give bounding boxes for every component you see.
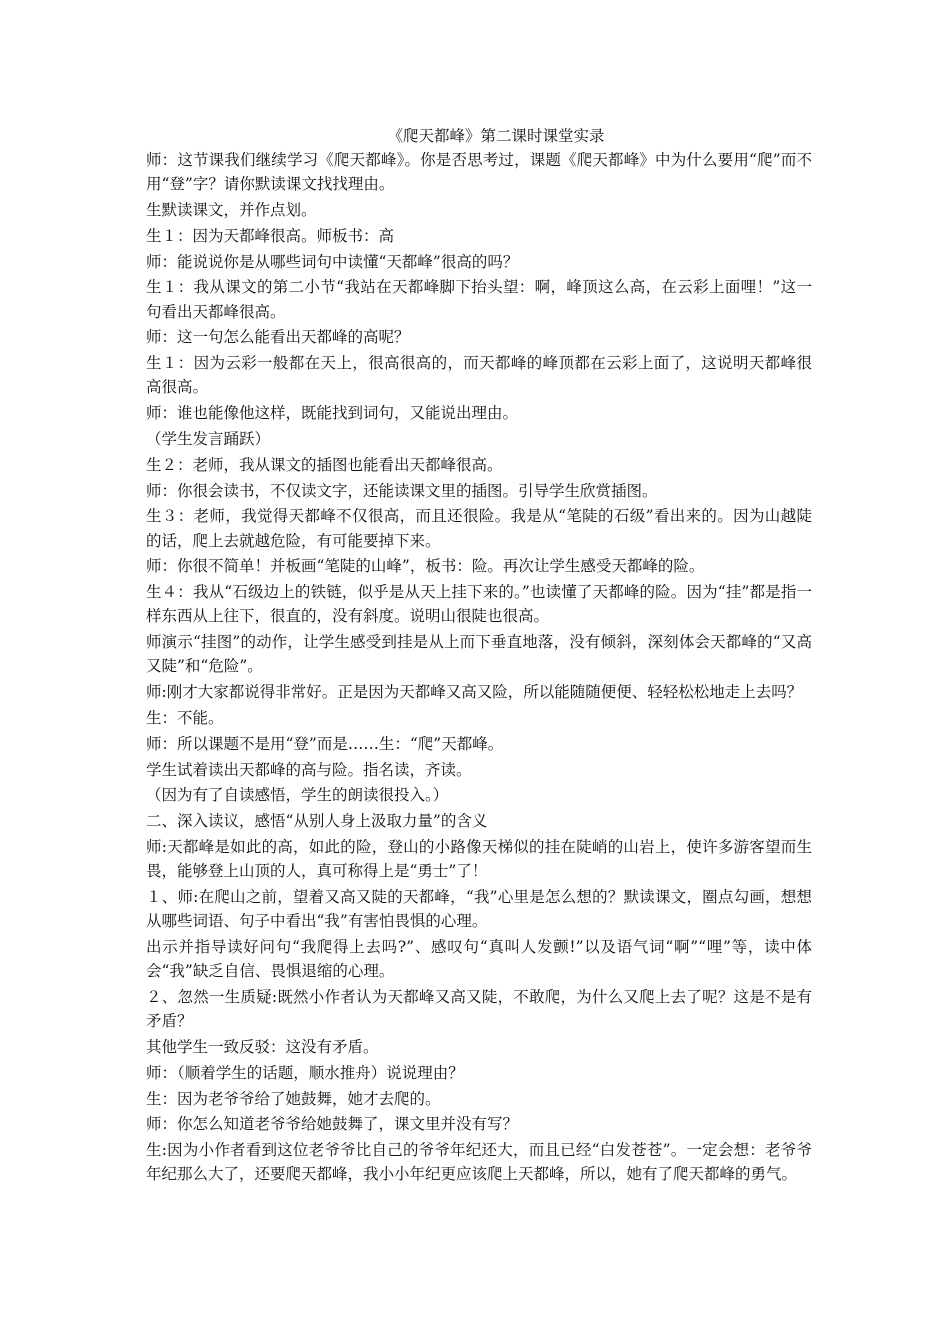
paragraph: 学生试着读出天都峰的高与险。指名读，齐读。 bbox=[146, 760, 472, 779]
paragraph: 师：能说说你是从哪些词句中读懂“天都峰”很高的吗？ bbox=[146, 252, 519, 271]
paragraph: 师：你很会读书，不仅读文字，还能读课文里的插图。引导学生欣赏插图。 bbox=[146, 481, 658, 500]
document-title: 《爬天都峰》第二课时课堂实录 bbox=[387, 127, 605, 145]
paragraph: 其他学生一致反驳：这没有矛盾。 bbox=[146, 1037, 379, 1056]
paragraph: 生默读课文，并作点划。 bbox=[146, 201, 317, 219]
paragraph: 生：不能。 bbox=[146, 708, 224, 727]
paragraph: （因为有了自读感悟，学生的朗读很投入。） bbox=[146, 786, 449, 805]
paragraph: 师：这一句怎么能看出天都峰的高呢？ bbox=[146, 328, 410, 347]
paragraph: 生：因为老爷爷给了她鼓舞，她才去爬的。 bbox=[146, 1089, 441, 1108]
document-page bbox=[146, 124, 812, 1188]
section-heading: 二、深入读议，感悟“从别人身上汲取力量”的含义 bbox=[146, 812, 488, 831]
paragraph: 生２：老师，我从课文的插图也能看出天都峰很高。 bbox=[146, 455, 503, 474]
paragraph: 师:天都峰是如此的高，如此的险，登山的小路像天梯似的挂在陡峭的山岩上，使许多游客望而生畏，能够登上山顶的人，真可称得上是“勇士”了！ bbox=[146, 837, 812, 881]
paragraph: 生３：老师，我觉得天都峰不仅很高，而且还很险。我是从“笔陡的石级”看出来的。因为山越陡的话，爬上去就越危险，有可能要掉下来。 bbox=[146, 507, 812, 550]
paragraph: 生１：因为天都峰很高。师板书：高 bbox=[146, 226, 395, 245]
paragraph: 出示并指导读好问句“我爬得上去吗?”、感叹句“真叫人发颤!”以及语气词“啊”“哩”等，读中体会“我”缺乏自信、畏惧退缩的心理。 bbox=[146, 937, 812, 981]
paragraph: 生４：我从“石级边上的铁链，似乎是从天上挂下来的。”也读懂了天都峰的险。因为“挂”都是指一样东西从上往下，很直的，没有斜度。说明山很陡也很高。 bbox=[146, 583, 812, 626]
document-body bbox=[146, 148, 812, 1187]
paragraph: 师：（顺着学生的话题，顺水推舟）说说理由？ bbox=[146, 1063, 464, 1082]
paragraph: 生１：因为云彩一般都在天上，很高很高的，而天都峰的峰顶都在云彩上面了，这说明天都峰很高很高。 bbox=[146, 354, 812, 397]
paragraph: 师：这节课我们继续学习《爬天都峰》。你是否思考过，课题《爬天都峰》中为什么要用“爬”而不用“登”字？请你默读课文找找理由。 bbox=[146, 151, 812, 194]
paragraph: ２、忽然一生质疑:既然小作者认为天都峰又高又陡，不敢爬，为什么又爬上去了呢？这是不是有矛盾？ bbox=[146, 987, 812, 1031]
paragraph: 生１：我从课文的第二小节“我站在天都峰脚下抬头望：啊，峰顶这么高，在云彩上面哩！”这一句看出天都峰很高。 bbox=[146, 278, 812, 321]
paragraph: 师：你很不简单！并板画“笔陡的山峰”，板书：险。再次让学生感受天都峰的险。 bbox=[146, 557, 705, 576]
paragraph: 师:刚才大家都说得非常好。正是因为天都峰又高又险，所以能随随便便、轻轻松松地走上去吗？ bbox=[146, 683, 803, 702]
paragraph: １、师:在爬山之前，望着又高又陡的天都峰，“我”心里是怎么想的？默读课文，圈点勾画，想想从哪些词语、句子中看出“我”有害怕畏惧的心理。 bbox=[146, 887, 812, 931]
paragraph: 生:因为小作者看到这位老爷爷比自己的爷爷年纪还大，而且已经“白发苍苍”。一定会想：老爷爷年纪那么大了，还要爬天都峰，我小小年纪更应该爬上天都峰，所以，她有了爬天都峰的勇气。 bbox=[146, 1141, 812, 1184]
paragraph: （学生发言踊跃） bbox=[146, 429, 271, 448]
paragraph: 师：谁也能像他这样，既能找到词句，又能说出理由。 bbox=[146, 404, 519, 423]
paragraph: 师：你怎么知道老爷爷给她鼓舞了，课文里并没有写？ bbox=[146, 1115, 519, 1134]
paragraph: 师演示“挂图”的动作，让学生感受到挂是从上而下垂直地落，没有倾斜，深刻体会天都峰的“又高又陡”和“危险”。 bbox=[146, 633, 812, 676]
paragraph: 师：所以课题不是用“登”而是……生：“爬”天都峰。 bbox=[146, 734, 504, 753]
